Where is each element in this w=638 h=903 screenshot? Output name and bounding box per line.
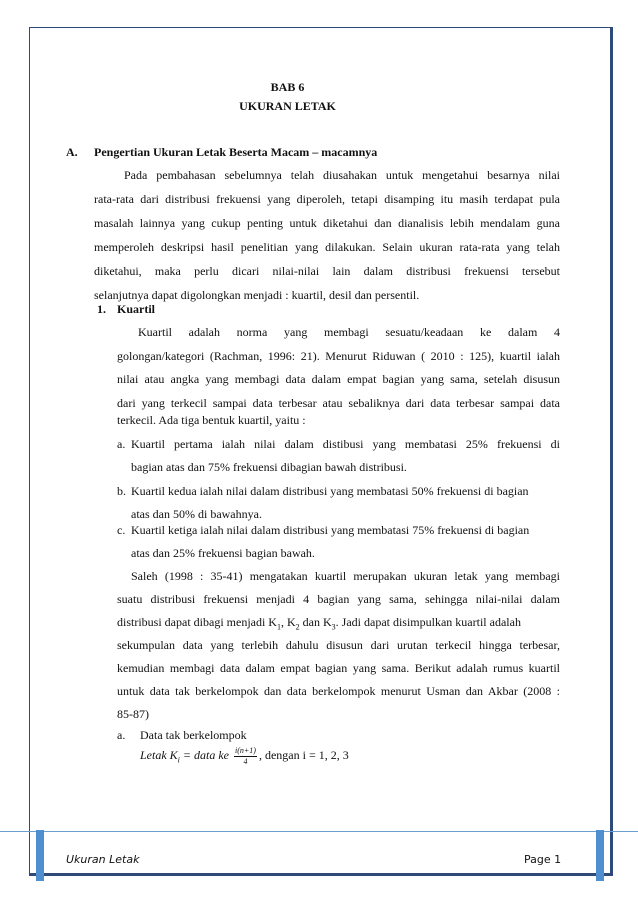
footer-accent-right	[596, 830, 604, 881]
page-border-right-shadow	[610, 27, 613, 875]
kuartil-line: dari yang terkecil sampai data terbesar atau sebaliknya dari data terbesar sampai data	[117, 396, 560, 410]
footer-rule	[0, 831, 638, 832]
list-item-a-cont: bagian atas dan 75% frekuensi dibagian bawah distribusi.	[131, 460, 407, 474]
sub-a-label: Data tak berkelompok	[140, 728, 247, 742]
saleh-line: sekumpulan data yang terlebih dahulu disusun dari urutan terkecil hingga terbesar,	[117, 638, 560, 652]
saleh-line: Saleh (1998 : 35-41) mengatakan kuartil merupakan ukuran letak yang membagi	[131, 569, 560, 583]
section-a-line: Pada pembahasan sebelumnya telah diusahakan untuk mengetahui besarnya nilai	[124, 168, 560, 182]
section-a-line: diketahui, maka perlu dicari nilai-nilai lain dalam distribusi frekuensi tersebut	[94, 264, 560, 278]
section-a-marker: A.	[66, 145, 78, 159]
page-number: Page 1	[524, 853, 562, 866]
list-item-c-cont: atas dan 25% frekuensi bagian bawah.	[131, 546, 315, 560]
footer-accent-left	[36, 830, 44, 881]
page-title: UKURAN LETAK	[239, 99, 336, 113]
sub-a-marker: a.	[117, 728, 126, 742]
section-a-line: rata-rata dari distribusi frekuensi yang diperoleh, tetapi disamping itu masih terdapat pula	[94, 192, 560, 206]
saleh-line: suatu distribusi frekuensi menjadi 4 bagian yang sama, sehingga nilai-nilai dalam	[117, 592, 560, 606]
section-a-line: selanjutnya dapat digolongkan menjadi : kuartil, desil dan persentil.	[94, 288, 420, 302]
list-marker-a: a.	[117, 437, 126, 451]
kuartil-line: golongan/kategori (Rachman, 1996: 21). Menurut Riduwan ( 2010 : 125), kuartil ialah	[117, 349, 560, 363]
saleh-line: kemudian membagi data dalam empat bagian yang sama. Berikut adalah rumus kuartil	[117, 661, 560, 675]
section-a-line: masalah lainnya yang cukup penting untuk diketahui dan dianalisis lebih mendalam guna	[94, 216, 560, 230]
page-border-bottom-shadow	[29, 873, 613, 876]
kuartil-line: Kuartil adalah norma yang membagi sesuatu/keadaan ke dalam 4	[138, 325, 560, 339]
kuartil-line: nilai atau angka yang membagi data dalam empat bagian yang sama, setelah disusun	[117, 372, 560, 386]
saleh-line: 85-87)	[117, 707, 149, 721]
formula-fraction: $\frac{i(n+1)}{4}$	[235, 745, 256, 766]
list-marker-b: b.	[117, 484, 126, 498]
list-item-b: Kuartil kedua ialah nilai dalam distribusi yang membatasi 50% frekuensi di bagian	[131, 484, 529, 498]
section-a-line: memperoleh deskripsi hasil penelitian yang dilakukan. Selain ukuran rata-rata yang telah	[94, 240, 560, 254]
kuartil-line: terkecil. Ada tiga bentuk kuartil, yaitu :	[117, 413, 306, 427]
footer-title: Ukuran Letak	[66, 853, 140, 866]
list-item-b-cont: atas dan 50% di bawahnya.	[131, 507, 262, 521]
list-item-a: Kuartil pertama ialah nilai dalam distibusi yang membatasi 25% frekuensi di	[131, 437, 560, 451]
section-a-heading: Pengertian Ukuran Letak Beserta Macam – macamnya	[94, 145, 378, 159]
list-marker-c: c.	[117, 523, 126, 537]
kuartil-marker: 1.	[97, 302, 106, 316]
saleh-line-k: distribusi dapat dibagi menjadi $K_1$, $K_2$ dan $K_3$. Jadi dapat disimpulkan kuartil adalah	[117, 615, 521, 632]
list-item-c: Kuartil ketiga ialah nilai dalam distribusi yang membatasi 75% frekuensi di bagian	[131, 523, 530, 537]
chapter-label: BAB 6	[270, 80, 305, 94]
kuartil-formula: Letak $K_i$ = data ke $\frac{i(n+1)}{4}$ , dengan i = 1, 2, 3	[140, 745, 349, 766]
kuartil-heading: Kuartil	[117, 302, 155, 316]
saleh-line: untuk data tak berkelompok dan data berkelompok menurut Usman dan Akbar (2008 :	[117, 684, 560, 698]
